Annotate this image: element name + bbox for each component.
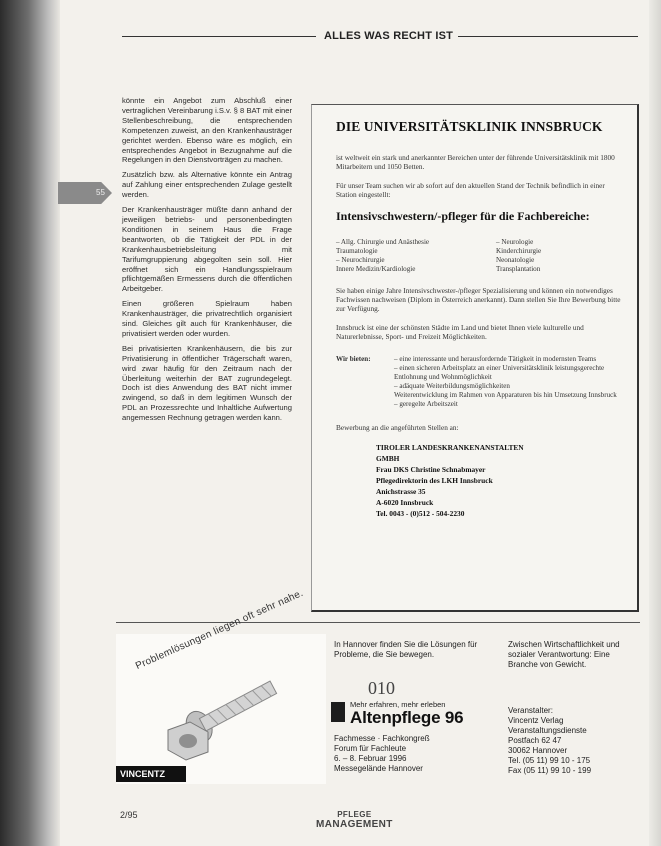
section-title: ALLES WAS RECHT IST (320, 30, 457, 42)
logo-number: 010 (368, 678, 395, 698)
book-binding-shadow (0, 0, 60, 846)
offer-section (336, 355, 626, 409)
organizer-line: 30062 Hannover (508, 746, 568, 755)
department-item: – Neurologie (496, 238, 534, 246)
article-paragraph: Bei privatisierten Krankenhäusern, die bis zur Privatisierung in öffentlicher Trägerschaft waren, wird zwar häufig für den Zeitraum nach der Überleitung weiterhin der BAT zugrundegelegt. Doch ist dies Anwendung des BAT nicht immer zwingend, so daß in dem legitimen Wunsch der PDL an Prozessrechte und Inhaltliche Aufwertung angemessen Rechnung getragen werden kann. (122, 343, 292, 423)
altenpflege-logo-icon (331, 702, 345, 722)
article-paragraph: Der Krankenhausträger müßte dann anhand der jeweiligen betriebs- und personenbedingten Konditionen in seinem Haus die Frage beantworten, ob die Tätigkeit der PDL in der Krankenhausbetriebsleitung mit Tarifumgruppierung abgegolten sein soll. Hier eröffnet sich ein Handlungsspielraum pflichtgemäßen Ermessens durch die öffentlichen Arbeitgeber. (122, 205, 292, 294)
fair-line: Fachmesse · Fachkongreß (334, 734, 430, 743)
contact-line: Frau DKS Christine Schnabmayer (376, 465, 486, 474)
magazine-name-line-2: MANAGEMENT (316, 819, 393, 830)
ad-intro-2: Für unser Team suchen wir ab sofort auf den aktuellen Stand der Technik befindlich in einer Station eingestellt: (336, 181, 605, 199)
department-item: Transplantation (496, 265, 541, 273)
contact-line: GMBH (376, 454, 400, 463)
screw-and-nut-illustration (116, 634, 326, 784)
ad-body-2: Innsbruck ist eine der schönsten Städte im Land und bietet Ihnen viele kulturelle und Naturerlebnisse, Sport- und Freizeit Möglichkeiten. (336, 323, 584, 341)
fair-info (334, 734, 484, 774)
fair-line: 6. – 8. Februar 1996 (334, 754, 407, 763)
altenpflege-title: Altenpflege 96 (350, 708, 464, 727)
contact-line: TIROLER LANDESKRANKENANSTALTEN (376, 443, 524, 452)
contact-line: Anichstrasse 35 (376, 487, 426, 496)
right-slogan: Zwischen Wirtschaftlichkeit und sozialer Verantwortung: Eine Branche von Gewicht. (508, 640, 620, 669)
mid-text: In Hannover finden Sie die Lösungen für Probleme, die Sie bewegen. (334, 640, 478, 659)
offer-item: – adäquate Weiterbildungsmöglichkeiten (394, 382, 510, 390)
offer-item: Weiterentwicklung im Rahmen von Apparaturen bis hin Umsetzung Innsbruck (394, 391, 617, 399)
logo-tagline: Mehr erfahren, mehr erleben (350, 700, 446, 709)
organizer-line: Postfach 62 47 (508, 736, 562, 745)
contact-line: Tel. 0043 - (0)512 - 504-2230 (376, 509, 465, 518)
page-number: 2/95 (120, 810, 138, 820)
ad-heading: DIE UNIVERSITÄTSKLINIK INNSBRUCK (336, 119, 603, 134)
article-column (122, 96, 292, 428)
organizer-line: Fax (05 11) 99 10 - 199 (508, 766, 592, 775)
position-title: Intensivschwestern/-pfleger für die Fachbereiche: (336, 209, 590, 223)
article-paragraph: könnte ein Angebot zum Abschluß einer vertraglichen Vereinbarung i.S.v. § 8 BAT mit einer Stellenbeschreibung, die entsprechenden Kompetenzen zuweist, an den Krankenhausträger gerichtet werden. Ebenso wäre es möglich, ein entsprechendes Angebot in Bezugnahme auf die Regelungen in den Dienstvorträgen zu machen. (122, 96, 292, 165)
department-item: Innere Medizin/Kardiologie (336, 265, 416, 273)
organizer-line: Vincentz Verlag (508, 716, 564, 725)
department-list (336, 238, 626, 274)
magazine-name (316, 810, 393, 830)
offer-item: – eine interessante und herausfordernde Tätigkeit in modernsten Teams (394, 355, 597, 363)
contact-line: A-6020 Innsbruck (376, 498, 434, 507)
organizer-line: Veranstalter: (508, 706, 553, 715)
job-advertisement (311, 104, 639, 612)
offer-item: – einen sicheren Arbeitsplatz an einer Universitätsklinik leistungsgerechte Entlohnung und Wohnmöglichkeit (394, 364, 605, 381)
margin-tab-number: 55 (96, 188, 105, 197)
article-paragraph: Zusätzlich bzw. als Alternative könnte ein Antrag auf Zahlung einer entsprechenden Zulage gestellt werden. (122, 170, 292, 200)
ad-body-1: Sie haben einige Jahre Intensivschwester-/pfleger Spezialisierung und können ein notwendiges Fachwissen nachweisen (Diplom in Österreich anerkannt). Dann stellen Sie Ihre Bewerbung bitte zur Verfügung. (336, 286, 621, 313)
organizer-block (508, 706, 636, 776)
article-paragraph: Einen größeren Spielraum haben Krankenhausträger, die privatrechtlich organisiert sind. Gleiches gilt auch für Krankenhäuser, die privatisiert werden oder wurden. (122, 299, 292, 338)
organizer-line: Veranstaltungsdienste (508, 726, 587, 735)
magazine-name-line-1: PFLEGE (337, 810, 372, 819)
department-item: Kinderchirurgie (496, 247, 542, 255)
organizer-line: Tel. (05 11) 99 10 - 175 (508, 756, 591, 765)
department-item: – Allg. Chirurgie und Anästhesie (336, 238, 430, 246)
promo-slogan: Problemlösungen liegen oft sehr nahe. (134, 587, 306, 673)
apply-note: Bewerbung an die angeführten Stellen an: (336, 423, 459, 432)
header-rule-right (458, 36, 638, 37)
contact-block (376, 442, 626, 519)
vincentz-label: VINCENTZ (116, 766, 186, 782)
department-item: Neonatologie (496, 256, 535, 264)
offer-item: – geregelte Arbeitszeit (394, 400, 458, 408)
header-rule-left (122, 36, 316, 37)
fair-line: Forum für Fachleute (334, 744, 407, 753)
contact-line: Pflegedirektorin des LKH Innsbruck (376, 476, 493, 485)
page-edge (649, 0, 661, 846)
department-item: Traumatologie (336, 247, 378, 255)
department-item: – Neurochirurgie (336, 256, 385, 264)
promo-image (116, 587, 326, 784)
ad-intro: ist weltweit ein stark und anerkannter Bereichen unter der führende Universitätsklinik mit 1800 Mitarbeitern und 1050 Betten. (336, 153, 615, 171)
bottom-rule (116, 622, 640, 623)
offer-label: Wir bieten: (336, 355, 371, 363)
fair-line: Messegelände Hannover (334, 764, 423, 773)
